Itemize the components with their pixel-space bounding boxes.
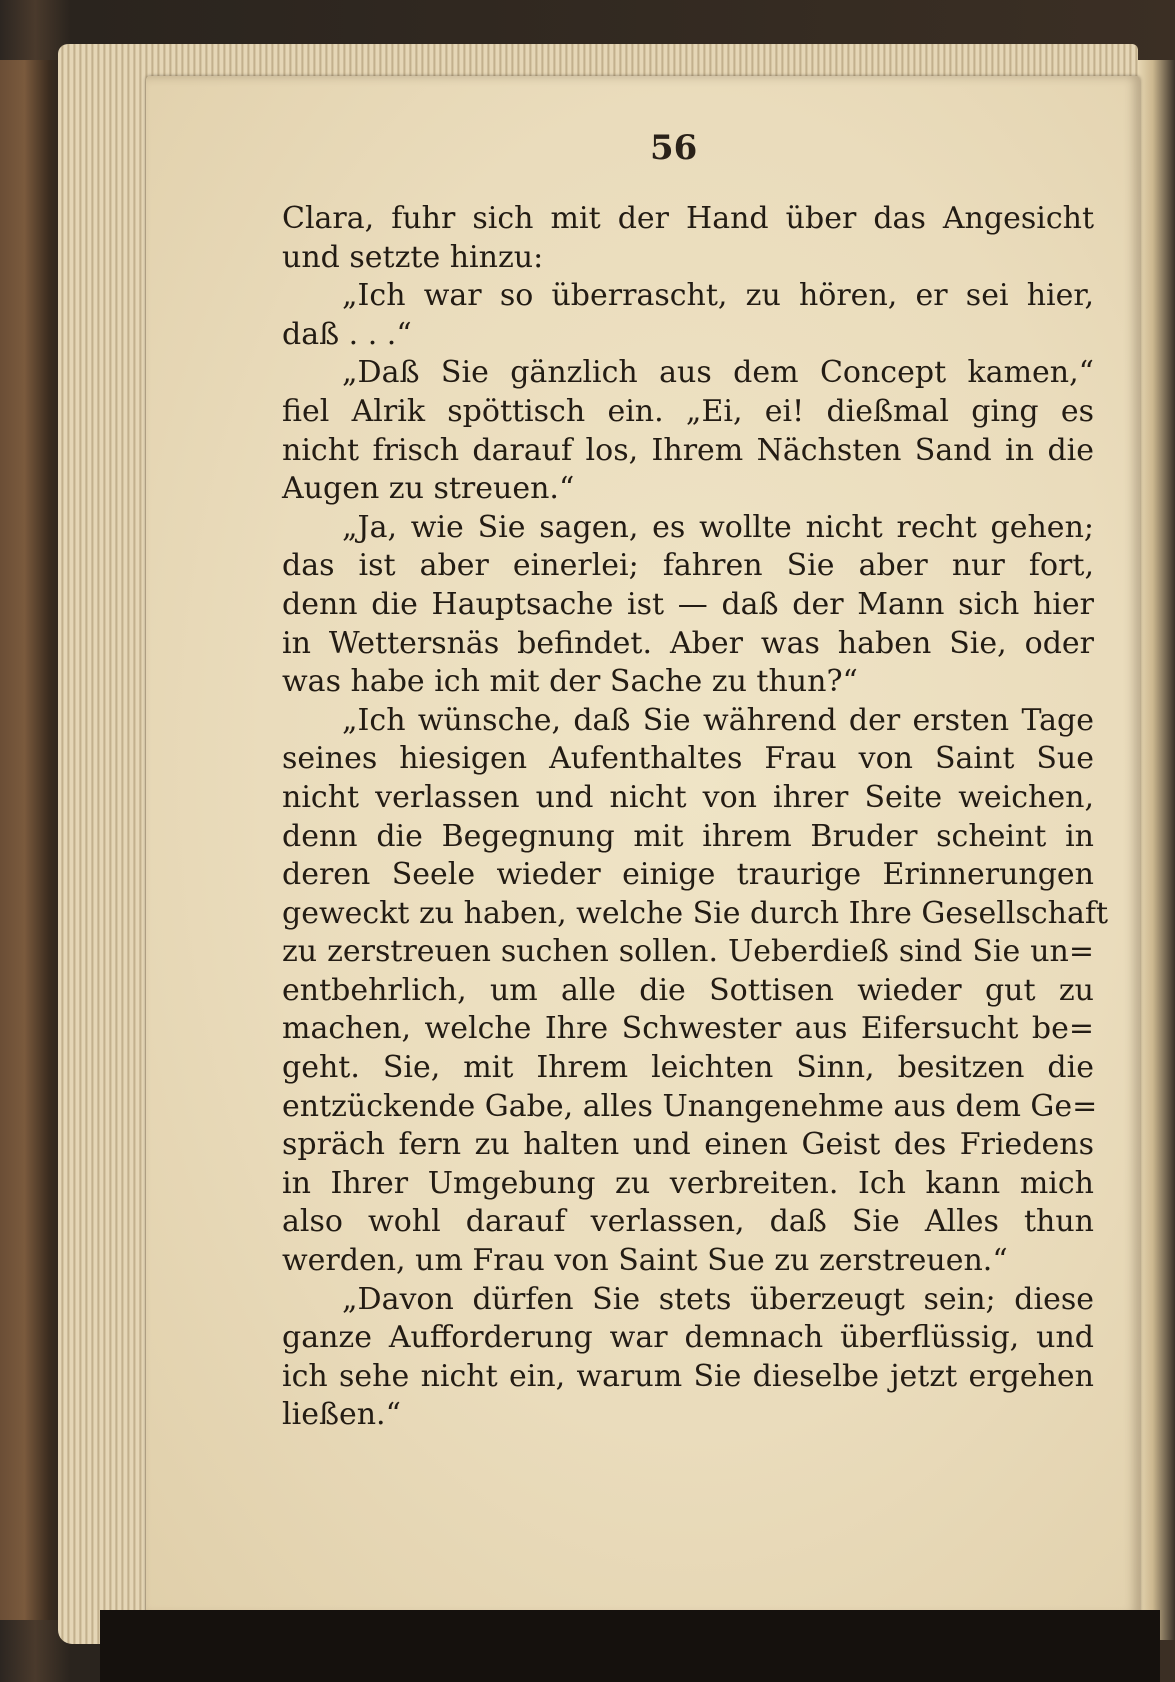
text-line: machen, welche Ihre Schwester aus Eifersucht be= <box>282 1011 1094 1047</box>
facing-page-edge <box>1138 60 1175 1640</box>
text-line: geweckt zu haben, welche Sie durch Ihre Gesellschaft <box>282 895 1109 931</box>
text-line: nicht frisch darauf los, Ihrem Nächsten Sand in die <box>282 432 1094 468</box>
text-line: „Ja, wie Sie sagen, es wollte nicht recht gehen; <box>342 509 1094 545</box>
bottom-shadow <box>100 1610 1160 1682</box>
text-line: „Daß Sie gänzlich aus dem Concept kamen,“ <box>342 355 1094 391</box>
text-line: ganze Aufforderung war demnach überflüssig, und <box>282 1320 1094 1356</box>
text-line: denn die Hauptsache ist — daß der Mann sich hier <box>282 586 1094 622</box>
text-line: werden, um Frau von Saint Sue zu zerstreuen.“ <box>282 1243 1008 1279</box>
text-line: Clara, fuhr sich mit der Hand über das Angesicht <box>282 201 1094 236</box>
text-line: deren Seele wieder einige traurige Erinnerungen <box>282 857 1094 893</box>
text-line: „Ich wünsche, daß Sie während der ersten Tage <box>342 702 1094 738</box>
text-line: und setzte hinzu: <box>282 239 544 275</box>
text-line: in Ihrer Umgebung zu verbreiten. Ich kann mich <box>282 1165 1094 1201</box>
text-line: Augen zu streuen.“ <box>282 471 575 507</box>
page-body-text <box>282 200 1109 1435</box>
text-line: zu zerstreuen suchen sollen. Ueberdieß sind Sie un= <box>282 934 1094 970</box>
text-line: spräch fern zu halten und einen Geist des Friedens <box>282 1127 1094 1163</box>
text-line: ließen.“ <box>282 1397 401 1433</box>
text-line: also wohl darauf verlassen, daß Sie Alles thun <box>282 1204 1094 1240</box>
text-line: das ist aber einerlei; fahren Sie aber nur fort, <box>282 548 1094 584</box>
text-line: in Wettersnäs befindet. Aber was haben Sie, oder <box>282 625 1094 661</box>
text-line: „Ich war so überrascht, zu hören, er sei hier, <box>342 278 1094 314</box>
text-line: fiel Alrik spöttisch ein. „Ei, ei! dießmal ging es <box>282 393 1094 429</box>
text-line: seines hiesigen Aufenthaltes Frau von Saint Sue <box>282 741 1094 777</box>
text-line: entzückende Gabe, alles Unangenehme aus dem Ge= <box>282 1088 1098 1124</box>
page-number: 56 <box>650 128 698 168</box>
text-line: geht. Sie, mit Ihrem leichten Sinn, besitzen die <box>282 1050 1094 1086</box>
text-line: nicht verlassen und nicht von ihrer Seite weichen, <box>282 779 1094 815</box>
text-line: entbehrlich, um alle die Sottisen wieder gut zu <box>282 972 1094 1008</box>
text-line: denn die Begegnung mit ihrem Bruder scheint in <box>282 818 1094 854</box>
text-line: „Davon dürfen Sie stets überzeugt sein; diese <box>342 1281 1094 1317</box>
text-line: daß . . .“ <box>282 316 412 352</box>
text-line: was habe ich mit der Sache zu thun?“ <box>282 664 858 700</box>
text-line: ich sehe nicht ein, warum Sie dieselbe jetzt ergehen <box>282 1358 1094 1394</box>
